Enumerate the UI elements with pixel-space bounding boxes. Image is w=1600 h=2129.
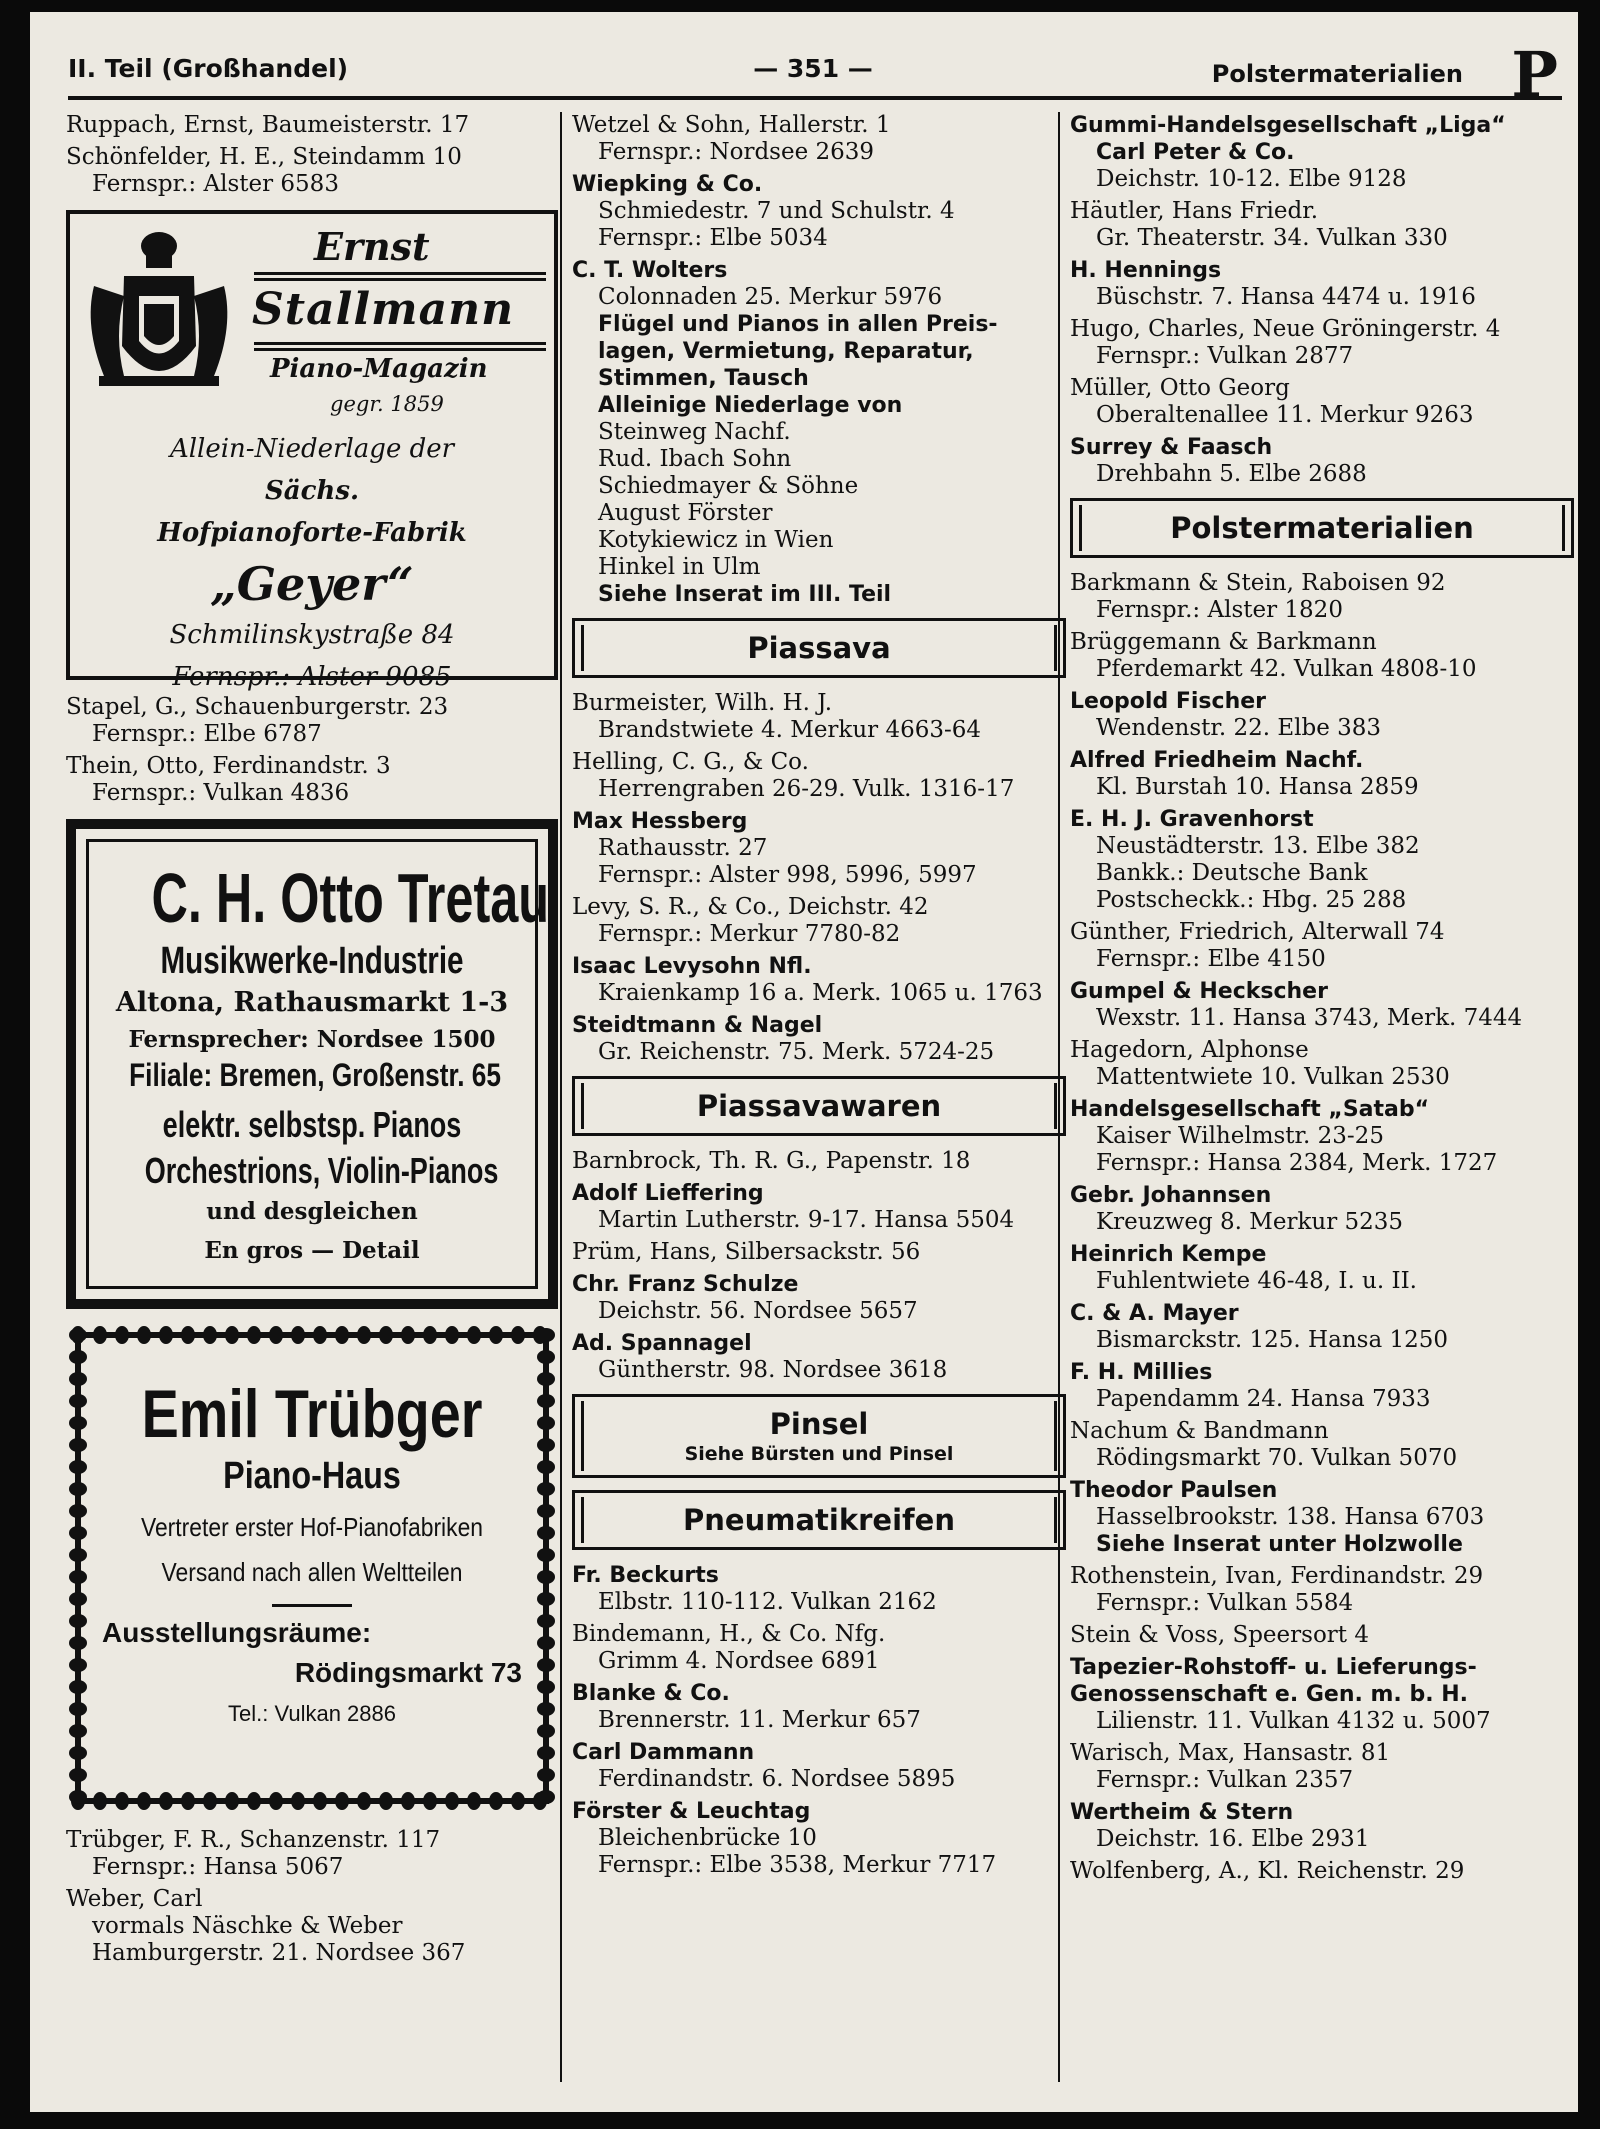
directory-entry xyxy=(572,1621,1072,1675)
entry-name: Thein, Otto, Ferdinandstr. 3 xyxy=(66,753,391,779)
ad-tretau-phone: Fernsprecher: Nordsee 1500 xyxy=(128,1026,496,1053)
entry-detail: Fernspr.: Vulkan 5584 xyxy=(1096,1590,1354,1616)
ad-stallmann-line: Sächs. xyxy=(264,476,360,506)
directory-entry xyxy=(1070,1359,1578,1413)
page-header xyxy=(68,38,1558,111)
entry-detail: Kraienkamp 16 a. Merk. 1065 u. 1763 xyxy=(598,980,1043,1006)
ad-tretau-line: Orchestrions, Violin-Pianos xyxy=(144,1150,499,1191)
directory-entry xyxy=(1070,806,1578,914)
directory-entry xyxy=(1070,978,1578,1032)
directory-entry xyxy=(1070,1654,1578,1735)
column-3 xyxy=(1058,112,1578,2082)
ad-stallmann-sub: Piano-Magazin xyxy=(270,354,488,384)
entry-detail: Brennerstr. 11. Merkur 657 xyxy=(598,1707,921,1733)
ad-stallmann-name2: Stallmann xyxy=(252,284,515,335)
entry-detail: Kreuzweg 8. Merkur 5235 xyxy=(1096,1209,1404,1235)
directory-entry xyxy=(572,171,1072,252)
entry-detail: Kl. Burstah 10. Hansa 2859 xyxy=(1096,774,1419,800)
entry-detail: Fernspr.: Elbe 4150 xyxy=(1096,946,1326,972)
entry-detail: Genossenschaft e. Gen. m. b. H. xyxy=(1070,1682,1468,1707)
directory-entry xyxy=(572,1012,1072,1066)
directory-entry xyxy=(572,1148,1072,1175)
ad-tretau xyxy=(66,819,558,1309)
entry-detail: Fernspr.: Hansa 2384, Merk. 1727 xyxy=(1096,1150,1498,1176)
entry-name: Stapel, G., Schauenburgerstr. 23 xyxy=(66,694,449,720)
directory-entry xyxy=(572,894,1072,948)
column-1-entries-middle xyxy=(66,694,566,807)
ad-stallmann-rule xyxy=(254,342,546,345)
category-title: Polstermaterialien xyxy=(1170,511,1474,545)
directory-entry xyxy=(1070,1418,1578,1472)
entry-name: C. T. Wolters xyxy=(572,258,728,283)
entry-detail: lagen, Vermietung, Reparatur, xyxy=(598,339,974,364)
directory-entry xyxy=(572,1739,1072,1793)
ad-tretau-name: C. H. Otto Tretau xyxy=(151,859,550,937)
entry-name: Nachum & Bandmann xyxy=(1070,1418,1329,1444)
entry-name: Theodor Paulsen xyxy=(1070,1478,1278,1503)
category-heading xyxy=(572,1076,1066,1136)
entry-detail: Colonnaden 25. Merkur 5976 xyxy=(598,284,943,310)
entry-name: Max Hessberg xyxy=(572,809,748,834)
entry-detail: Deichstr. 10-12. Elbe 9128 xyxy=(1096,166,1407,192)
entry-name: Gebr. Johannsen xyxy=(1070,1183,1272,1208)
directory-entry xyxy=(1070,688,1578,742)
entry-detail: Büschstr. 7. Hansa 4474 u. 1916 xyxy=(1096,284,1476,310)
ad-stallmann-rule xyxy=(254,348,546,351)
entry-name: Wiepking & Co. xyxy=(572,172,763,197)
ad-truebger-showroom-label: Ausstellungsräume: xyxy=(102,1617,372,1648)
ad-stallmann-brand: „Geyer“ xyxy=(210,557,414,611)
entry-name: Wetzel & Sohn, Hallerstr. 1 xyxy=(572,112,891,138)
entry-detail: Siehe Inserat unter Holzwolle xyxy=(1096,1532,1463,1557)
entry-detail: Deichstr. 56. Nordsee 5657 xyxy=(598,1298,918,1324)
entry-detail: Wendenstr. 22. Elbe 383 xyxy=(1096,715,1382,741)
ad-stallmann-phone: Fernspr.: Alster 9085 xyxy=(172,662,452,692)
entry-detail: Rödingsmarkt 70. Vulkan 5070 xyxy=(1096,1445,1458,1471)
category-reference: Siehe Bürsten und Pinsel xyxy=(684,1443,954,1465)
entry-detail: Postscheckk.: Hbg. 25 288 xyxy=(1096,887,1407,913)
header-rule xyxy=(68,96,1562,100)
entry-detail: Oberaltenallee 11. Merkur 9263 xyxy=(1096,402,1474,428)
category-title: Pneumatikreifen xyxy=(683,1503,955,1537)
entry-name: Barkmann & Stein, Raboisen 92 xyxy=(1070,570,1446,596)
entry-detail: Deichstr. 16. Elbe 2931 xyxy=(1096,1826,1370,1852)
entry-name: Levy, S. R., & Co., Deichstr. 42 xyxy=(572,894,929,920)
entry-name: Surrey & Faasch xyxy=(1070,435,1273,460)
directory-entry xyxy=(1070,1241,1578,1295)
directory-entry xyxy=(572,112,1072,166)
entry-name: Gummi-Handelsgesellschaft „Liga“ xyxy=(1070,113,1506,138)
directory-entry xyxy=(572,1180,1072,1234)
entry-detail: Fernspr.: Vulkan 2877 xyxy=(1096,343,1354,369)
entry-name: Günther, Friedrich, Alterwall 74 xyxy=(1070,919,1445,945)
ad-truebger-rule xyxy=(272,1604,352,1607)
entry-detail: Fernspr.: Nordsee 2639 xyxy=(598,139,875,165)
entry-name: Häutler, Hans Friedr. xyxy=(1070,198,1319,224)
entry-name: Müller, Otto Georg xyxy=(1070,375,1290,401)
category-heading xyxy=(572,1394,1066,1478)
directory-entry xyxy=(66,1886,566,1967)
directory-entry xyxy=(1070,1477,1578,1558)
directory-entry xyxy=(1070,1563,1578,1617)
ad-tretau-line: Musikwerke-Industrie xyxy=(160,940,464,982)
directory-entry xyxy=(66,753,566,807)
directory-entry xyxy=(572,1562,1072,1616)
entry-name: Handelsgesellschaft „Satab“ xyxy=(1070,1097,1430,1122)
ad-stallmann-founded: gegr. 1859 xyxy=(330,392,444,416)
ad-truebger-name: Emil Trübger xyxy=(141,1376,483,1452)
ad-stallmann-line: Hofpianoforte-Fabrik xyxy=(157,518,467,548)
entry-detail: Kotykiewicz in Wien xyxy=(598,527,834,553)
column-1-entries-bottom xyxy=(66,1827,566,1967)
directory-entry xyxy=(572,690,1072,744)
directory-entry xyxy=(572,1330,1072,1384)
entry-name: Barnbrock, Th. R. G., Papenstr. 18 xyxy=(572,1148,971,1174)
entry-name: Chr. Franz Schulze xyxy=(572,1272,799,1297)
directory-entry xyxy=(1070,112,1578,193)
directory-entry xyxy=(1070,1858,1578,1885)
ad-stallmann-rule xyxy=(254,272,546,275)
page-number: — 351 — xyxy=(753,54,873,83)
entry-name: Weber, Carl xyxy=(66,1886,203,1912)
entry-detail: Fuhlentwiete 46-48, I. u. II. xyxy=(1096,1268,1417,1294)
entry-name: Hugo, Charles, Neue Gröningerstr. 4 xyxy=(1070,316,1501,342)
entry-detail: Güntherstr. 98. Nordsee 3618 xyxy=(598,1357,948,1383)
directory-entry xyxy=(572,749,1072,803)
category-heading xyxy=(572,618,1066,678)
section-title: II. Teil (Großhandel) xyxy=(68,54,349,83)
entry-name: F. H. Millies xyxy=(1070,1360,1213,1385)
entry-detail: Hasselbrookstr. 138. Hansa 6703 xyxy=(1096,1504,1485,1530)
ad-truebger xyxy=(66,1323,558,1813)
directory-entry xyxy=(1070,919,1578,973)
entry-name: Schönfelder, H. E., Steindamm 10 xyxy=(66,144,462,170)
directory-entry xyxy=(1070,1300,1578,1354)
column-1 xyxy=(66,112,566,2082)
entry-name: Steidtmann & Nagel xyxy=(572,1013,823,1038)
coat-of-arms-icon xyxy=(84,226,234,402)
directory-entry xyxy=(1070,629,1578,683)
entry-name: Bindemann, H., & Co. Nfg. xyxy=(572,1621,886,1647)
entry-name: Brüggemann & Barkmann xyxy=(1070,629,1377,655)
directory-entry xyxy=(1070,1037,1578,1091)
directory-entry xyxy=(66,144,566,198)
entry-name: Isaac Levysohn Nfl. xyxy=(572,954,812,979)
directory-entry xyxy=(1070,1096,1578,1177)
entry-detail: Hinkel in Ulm xyxy=(598,554,761,580)
directory-entry xyxy=(1070,747,1578,801)
ad-stallmann-name1: Ernst xyxy=(314,224,430,269)
ad-truebger-sub: Piano-Haus xyxy=(223,1455,401,1497)
entry-name: Leopold Fischer xyxy=(1070,689,1267,714)
entry-detail: Fernspr.: Vulkan 4836 xyxy=(92,780,350,806)
directory-entry xyxy=(1070,570,1578,624)
ad-stallmann-address: Schmilinskystraße 84 xyxy=(169,620,455,650)
ad-truebger-phone: Tel.: Vulkan 2886 xyxy=(228,1701,396,1726)
entry-name: E. H. J. Gravenhorst xyxy=(1070,807,1314,832)
entry-detail: Herrengraben 26-29. Vulk. 1316-17 xyxy=(598,776,1015,802)
entry-name: Alfred Friedheim Nachf. xyxy=(1070,748,1364,773)
entry-detail: Fernspr.: Alster 998, 5996, 5997 xyxy=(598,862,977,888)
entry-detail: Fernspr.: Elbe 5034 xyxy=(598,225,828,251)
category-title: Piassavawaren xyxy=(696,1089,942,1123)
entry-detail: Kaiser Wilhelmstr. 23-25 xyxy=(1096,1123,1384,1149)
entry-detail: Bleichenbrücke 10 xyxy=(598,1825,817,1851)
entry-detail: Grimm 4. Nordsee 6891 xyxy=(598,1648,880,1674)
entry-detail: Pferdemarkt 42. Vulkan 4808-10 xyxy=(1096,656,1477,682)
entry-name: Förster & Leuchtag xyxy=(572,1799,811,1824)
entry-name: Blanke & Co. xyxy=(572,1681,730,1706)
entry-detail: Fernspr.: Vulkan 2357 xyxy=(1096,1767,1354,1793)
entry-detail: Schiedmayer & Söhne xyxy=(598,473,859,499)
entry-name: Ruppach, Ernst, Baumeisterstr. 17 xyxy=(66,112,470,138)
entry-detail: Brandstwiete 4. Merkur 4663-64 xyxy=(598,717,982,743)
entry-detail: Fernspr.: Elbe 6787 xyxy=(92,721,322,747)
entry-name: Warisch, Max, Hansastr. 81 xyxy=(1070,1740,1391,1766)
entry-detail: Lilienstr. 11. Vulkan 4132 u. 5007 xyxy=(1096,1708,1491,1734)
entry-name: Tapezier-Rohstoff- u. Lieferungs- xyxy=(1070,1655,1477,1680)
entry-detail: Rud. Ibach Sohn xyxy=(598,446,792,472)
entry-detail: Rathausstr. 27 xyxy=(598,835,768,861)
entry-name: Stein & Voss, Speersort 4 xyxy=(1070,1622,1369,1648)
ad-tretau-line: elektr. selbstsp. Pianos xyxy=(162,1104,462,1145)
directory-entry xyxy=(1070,1740,1578,1794)
entry-name: H. Hennings xyxy=(1070,258,1222,283)
category-title: Pinsel xyxy=(769,1407,869,1441)
directory-entry xyxy=(572,953,1072,1007)
ad-stallmann-line: Allein-Niederlage der xyxy=(169,434,455,464)
entry-detail: Steinweg Nachf. xyxy=(598,419,791,445)
running-head: Polstermaterialien xyxy=(1211,60,1463,88)
directory-entry xyxy=(1070,1799,1578,1853)
entry-name: C. & A. Mayer xyxy=(1070,1301,1239,1326)
entry-name: Wolfenberg, A., Kl. Reichenstr. 29 xyxy=(1070,1858,1465,1884)
ad-truebger-line: Vertreter erster Hof-Pianofabriken xyxy=(140,1512,484,1542)
entry-detail: Ferdinandstr. 6. Nordsee 5895 xyxy=(598,1766,956,1792)
entry-detail: Schmiedestr. 7 und Schulstr. 4 xyxy=(598,198,955,224)
directory-entry xyxy=(66,1827,566,1881)
entry-detail: Martin Lutherstr. 9-17. Hansa 5504 xyxy=(598,1207,1015,1233)
directory-entry xyxy=(1070,1182,1578,1236)
entry-detail: Elbstr. 110-112. Vulkan 2162 xyxy=(598,1589,937,1615)
entry-name: Burmeister, Wilh. H. J. xyxy=(572,690,833,716)
directory-entry xyxy=(572,1798,1072,1879)
entry-name: Gumpel & Heckscher xyxy=(1070,979,1328,1004)
directory-page xyxy=(30,12,1578,2112)
entry-name: Carl Dammann xyxy=(572,1740,755,1765)
ad-tretau-line: En gros — Detail xyxy=(204,1237,420,1264)
ad-stallmann-rule xyxy=(254,278,546,281)
directory-entry xyxy=(66,694,566,748)
directory-entry xyxy=(66,112,566,139)
category-heading xyxy=(1070,498,1574,558)
entry-detail: Fernspr.: Alster 6583 xyxy=(92,171,339,197)
entry-detail: Fernspr.: Hansa 5067 xyxy=(92,1854,344,1880)
entry-detail: Stimmen, Tausch xyxy=(598,366,809,391)
entry-name: Helling, C. G., & Co. xyxy=(572,749,809,775)
entry-detail: Fernspr.: Merkur 7780-82 xyxy=(598,921,901,947)
entry-name: Fr. Beckurts xyxy=(572,1563,719,1588)
ad-truebger-showroom-address: Rödingsmarkt 73 xyxy=(294,1657,522,1688)
directory-entry xyxy=(1070,198,1578,252)
entry-detail: Flügel und Pianos in allen Preis- xyxy=(598,312,998,337)
entry-detail: Drehbahn 5. Elbe 2688 xyxy=(1096,461,1367,487)
column-1-entries-top xyxy=(66,112,566,198)
entry-detail: Gr. Reichenstr. 75. Merk. 5724-25 xyxy=(598,1039,995,1065)
entry-name: Hagedorn, Alphonse xyxy=(1070,1037,1309,1063)
entry-name: Ad. Spannagel xyxy=(572,1331,752,1356)
entry-detail: vormals Näschke & Weber xyxy=(92,1913,403,1939)
entry-name: Rothenstein, Ivan, Ferdinandstr. 29 xyxy=(1070,1563,1484,1589)
ad-tretau-line: und desgleichen xyxy=(206,1198,418,1225)
directory-entry xyxy=(1070,1622,1578,1649)
directory-entry xyxy=(1070,316,1578,370)
entry-detail: Gr. Theaterstr. 34. Vulkan 330 xyxy=(1096,225,1448,251)
directory-entry xyxy=(572,1239,1072,1266)
ad-truebger-line: Versand nach allen Weltteilen xyxy=(161,1557,463,1587)
index-letter: P xyxy=(1511,38,1558,111)
entry-name: Prüm, Hans, Silbersackstr. 56 xyxy=(572,1239,921,1265)
entry-detail: Bankk.: Deutsche Bank xyxy=(1096,860,1368,886)
directory-entry xyxy=(1070,434,1578,488)
entry-name: Heinrich Kempe xyxy=(1070,1242,1267,1267)
entry-detail: Bismarckstr. 125. Hansa 1250 xyxy=(1096,1327,1448,1353)
entry-detail: Hamburgerstr. 21. Nordsee 367 xyxy=(92,1940,466,1966)
entry-detail: August Förster xyxy=(598,500,773,526)
ad-tretau-address: Altona, Rathausmarkt 1-3 xyxy=(115,987,509,1018)
entry-detail: Fernspr.: Alster 1820 xyxy=(1096,597,1343,623)
entry-name: Adolf Lieffering xyxy=(572,1181,764,1206)
ad-tretau-branch: Filiale: Bremen, Großenstr. 65 xyxy=(129,1057,501,1093)
column-2 xyxy=(560,112,1072,2082)
directory-entry xyxy=(572,257,1072,608)
ad-stallmann xyxy=(66,210,558,692)
category-title: Piassava xyxy=(747,631,891,665)
directory-entry xyxy=(572,1680,1072,1734)
directory-entry xyxy=(1070,375,1578,429)
entry-name: Trübger, F. R., Schanzenstr. 117 xyxy=(66,1827,441,1853)
category-heading xyxy=(572,1490,1066,1550)
directory-entry xyxy=(572,808,1072,889)
directory-entry xyxy=(572,1271,1072,1325)
entry-name: Wertheim & Stern xyxy=(1070,1800,1294,1825)
entry-detail: Neustädterstr. 13. Elbe 382 xyxy=(1096,833,1420,859)
directory-entry xyxy=(1070,257,1578,311)
entry-detail: Mattentwiete 10. Vulkan 2530 xyxy=(1096,1064,1450,1090)
entry-detail: Fernspr.: Elbe 3538, Merkur 7717 xyxy=(598,1852,997,1878)
entry-detail: Wexstr. 11. Hansa 3743, Merk. 7444 xyxy=(1096,1005,1523,1031)
entry-detail: Carl Peter & Co. xyxy=(1096,140,1295,165)
entry-detail: Papendamm 24. Hansa 7933 xyxy=(1096,1386,1431,1412)
entry-detail: Siehe Inserat im III. Teil xyxy=(598,582,892,607)
entry-detail: Alleinige Niederlage von xyxy=(598,393,903,418)
